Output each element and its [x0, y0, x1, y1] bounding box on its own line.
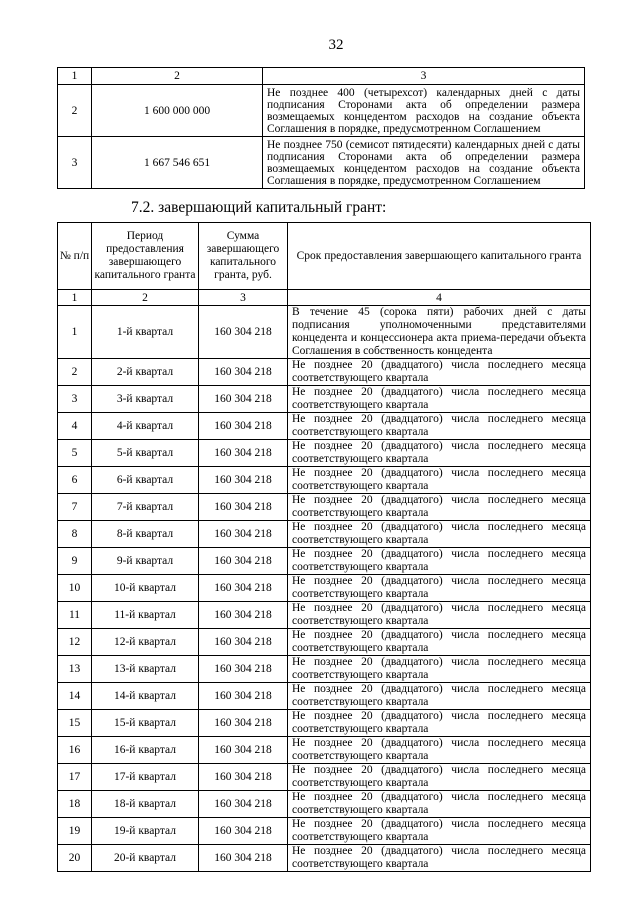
column-number-cell: 3	[263, 68, 585, 85]
term-cell: Не позднее 20 (двадцатого) числа последнего месяца соответствующего квартала	[288, 494, 591, 521]
term-cell: Не позднее 20 (двадцатого) числа последнего месяца соответствующего квартала	[288, 629, 591, 656]
term-cell: Не позднее 400 (четырехсот) календарных дней с даты подписания Сторонами акта об определении размера возмещаемых концедентом расходов на создание объекта Соглашения в порядке, предусмотренном Соглашением	[263, 85, 585, 137]
term-cell: Не позднее 20 (двадцатого) числа последнего месяца соответствующего квартала	[288, 521, 591, 548]
grant-sum-cell: 160 304 218	[199, 710, 288, 737]
table-row	[58, 137, 585, 189]
term-cell: В течение 45 (сорока пяти) рабочих дней с даты подписания уполномоченными представителями концедента и концессионера акта приема-передачи объекта Соглашения в собственность концедента	[288, 306, 591, 359]
term-cell: Не позднее 20 (двадцатого) числа последнего месяца соответствующего квартала	[288, 359, 591, 386]
row-number-cell: 7	[58, 494, 92, 521]
grant-sum-cell: 160 304 218	[199, 791, 288, 818]
term-cell: Не позднее 20 (двадцатого) числа последнего месяца соответствующего квартала	[288, 575, 591, 602]
period-cell: 14-й квартал	[92, 683, 199, 710]
column-number-cell: 2	[92, 290, 199, 306]
column-numbers-row	[58, 290, 591, 306]
row-number-cell: 16	[58, 737, 92, 764]
column-header-sum: Сумма завершающего капитального гранта, руб.	[199, 223, 288, 290]
row-number-cell: 13	[58, 656, 92, 683]
table-row	[58, 359, 591, 386]
table-row	[58, 602, 591, 629]
grant-sum-cell: 160 304 218	[199, 683, 288, 710]
grant-sum-cell: 160 304 218	[199, 629, 288, 656]
table-row	[58, 467, 591, 494]
row-number-cell: 4	[58, 413, 92, 440]
row-number-cell: 11	[58, 602, 92, 629]
column-number-cell: 4	[288, 290, 591, 306]
column-number-cell: 2	[92, 68, 263, 85]
period-cell: 18-й квартал	[92, 791, 199, 818]
term-cell: Не позднее 20 (двадцатого) числа последнего месяца соответствующего квартала	[288, 602, 591, 629]
grant-sum-cell: 160 304 218	[199, 467, 288, 494]
period-cell: 11-й квартал	[92, 602, 199, 629]
row-number-cell: 20	[58, 845, 92, 872]
final-capital-grant-table	[57, 222, 591, 872]
grant-sum-cell: 160 304 218	[199, 764, 288, 791]
grant-sum-cell: 160 304 218	[199, 656, 288, 683]
row-number-cell: 3	[58, 386, 92, 413]
period-cell: 2-й квартал	[92, 359, 199, 386]
row-number-cell: 2	[58, 359, 92, 386]
period-cell: 13-й квартал	[92, 656, 199, 683]
period-cell: 19-й квартал	[92, 818, 199, 845]
page-number: 32	[328, 37, 344, 53]
period-cell: 6-й квартал	[92, 467, 199, 494]
grant-sum-cell: 160 304 218	[199, 818, 288, 845]
term-cell: Не позднее 20 (двадцатого) числа последнего месяца соответствующего квартала	[288, 683, 591, 710]
table-row	[58, 629, 591, 656]
table-row	[58, 306, 591, 359]
grant-sum-cell: 160 304 218	[199, 575, 288, 602]
term-cell: Не позднее 20 (двадцатого) числа последнего месяца соответствующего квартала	[288, 656, 591, 683]
grant-sum-cell: 160 304 218	[199, 737, 288, 764]
grant-schedule-table-continued	[57, 67, 585, 189]
table-header-row	[58, 223, 591, 290]
row-number-cell: 3	[58, 137, 92, 189]
row-number-cell: 6	[58, 467, 92, 494]
column-number-cell: 1	[58, 290, 92, 306]
table-row	[58, 791, 591, 818]
period-cell: 7-й квартал	[92, 494, 199, 521]
period-cell: 10-й квартал	[92, 575, 199, 602]
grant-sum-cell: 160 304 218	[199, 413, 288, 440]
term-cell: Не позднее 20 (двадцатого) числа последнего месяца соответствующего квартала	[288, 818, 591, 845]
section-heading: 7.2. завершающий капитальный грант:	[131, 199, 387, 216]
row-number-cell: 19	[58, 818, 92, 845]
row-number-cell: 10	[58, 575, 92, 602]
row-number-cell: 2	[58, 85, 92, 137]
row-number-cell: 5	[58, 440, 92, 467]
grant-sum-cell: 1 667 546 651	[92, 137, 263, 189]
term-cell: Не позднее 20 (двадцатого) числа последнего месяца соответствующего квартала	[288, 791, 591, 818]
period-cell: 3-й квартал	[92, 386, 199, 413]
period-cell: 12-й квартал	[92, 629, 199, 656]
period-cell: 15-й квартал	[92, 710, 199, 737]
period-cell: 9-й квартал	[92, 548, 199, 575]
table-row	[58, 521, 591, 548]
table-row	[58, 85, 585, 137]
term-cell: Не позднее 20 (двадцатого) числа последнего месяца соответствующего квартала	[288, 737, 591, 764]
term-cell: Не позднее 750 (семисот пятидесяти) календарных дней с даты подписания Сторонами акта об определении размера возмещаемых концедентом расходов на создание объекта Соглашения в порядке, предусмотренном Соглашением	[263, 137, 585, 189]
grant-sum-cell: 160 304 218	[199, 494, 288, 521]
table-row	[58, 818, 591, 845]
table-body	[58, 306, 591, 872]
row-number-cell: 12	[58, 629, 92, 656]
grant-sum-cell: 160 304 218	[199, 521, 288, 548]
term-cell: Не позднее 20 (двадцатого) числа последнего месяца соответствующего квартала	[288, 467, 591, 494]
period-cell: 16-й квартал	[92, 737, 199, 764]
table-row	[58, 764, 591, 791]
table-row	[58, 710, 591, 737]
row-number-cell: 18	[58, 791, 92, 818]
table-row	[58, 683, 591, 710]
row-number-cell: 17	[58, 764, 92, 791]
table-row	[58, 494, 591, 521]
row-number-cell: 15	[58, 710, 92, 737]
term-cell: Не позднее 20 (двадцатого) числа последнего месяца соответствующего квартала	[288, 845, 591, 872]
column-header-number: № п/п	[58, 223, 92, 290]
period-cell: 5-й квартал	[92, 440, 199, 467]
term-cell: Не позднее 20 (двадцатого) числа последнего месяца соответствующего квартала	[288, 548, 591, 575]
table-row	[58, 575, 591, 602]
table-row	[58, 440, 591, 467]
period-cell: 8-й квартал	[92, 521, 199, 548]
period-cell: 1-й квартал	[92, 306, 199, 359]
row-number-cell: 14	[58, 683, 92, 710]
grant-sum-cell: 160 304 218	[199, 548, 288, 575]
grant-sum-cell: 1 600 000 000	[92, 85, 263, 137]
grant-sum-cell: 160 304 218	[199, 306, 288, 359]
grant-sum-cell: 160 304 218	[199, 845, 288, 872]
grant-sum-cell: 160 304 218	[199, 359, 288, 386]
table-row	[58, 548, 591, 575]
column-number-cell: 3	[199, 290, 288, 306]
column-header-term: Срок предоставления завершающего капитального гранта	[288, 223, 591, 290]
column-header-period: Период предоставления завершающего капитального гранта	[92, 223, 199, 290]
grant-sum-cell: 160 304 218	[199, 440, 288, 467]
table-row	[58, 737, 591, 764]
term-cell: Не позднее 20 (двадцатого) числа последнего месяца соответствующего квартала	[288, 764, 591, 791]
grant-sum-cell: 160 304 218	[199, 386, 288, 413]
term-cell: Не позднее 20 (двадцатого) числа последнего месяца соответствующего квартала	[288, 386, 591, 413]
row-number-cell: 8	[58, 521, 92, 548]
term-cell: Не позднее 20 (двадцатого) числа последнего месяца соответствующего квартала	[288, 710, 591, 737]
term-cell: Не позднее 20 (двадцатого) числа последнего месяца соответствующего квартала	[288, 413, 591, 440]
table-header-row	[58, 68, 585, 85]
period-cell: 20-й квартал	[92, 845, 199, 872]
period-cell: 4-й квартал	[92, 413, 199, 440]
grant-sum-cell: 160 304 218	[199, 602, 288, 629]
term-cell: Не позднее 20 (двадцатого) числа последнего месяца соответствующего квартала	[288, 440, 591, 467]
column-number-cell: 1	[58, 68, 92, 85]
table-row	[58, 413, 591, 440]
period-cell: 17-й квартал	[92, 764, 199, 791]
table-row	[58, 845, 591, 872]
table-row	[58, 386, 591, 413]
row-number-cell: 1	[58, 306, 92, 359]
row-number-cell: 9	[58, 548, 92, 575]
table-row	[58, 656, 591, 683]
